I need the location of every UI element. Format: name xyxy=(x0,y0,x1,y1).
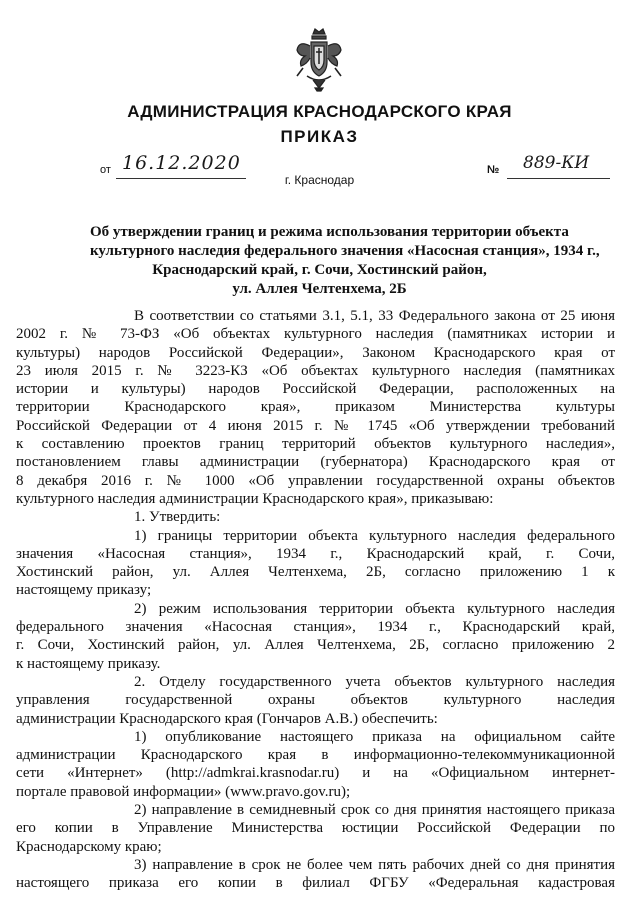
body-line: сети «Интернет» (http://admkrai.krasnodar.ru) и на «Официальном интернет- xyxy=(16,765,615,782)
date-value: 16.12.2020 xyxy=(122,152,241,174)
body-line: культуры) народов Российской Федерации», Законом Краснодарского края от xyxy=(16,344,615,361)
document-body xyxy=(16,307,615,893)
body-line: настоящему приказу; xyxy=(16,582,152,599)
title-line: Краснодарский край, г. Сочи, Хостинский район, xyxy=(152,262,487,278)
body-line: 1. Утвердить: xyxy=(134,509,221,526)
date-label: от xyxy=(100,164,111,176)
body-line: 1) границы территории объекта культурного наследия федерального xyxy=(134,527,615,544)
body-line: Российской Федерации от 4 июня 2015 г. № 1745 «Об утверждении требований xyxy=(16,417,615,434)
body-line: федерального значения «Насосная станция», 1934 г., Краснодарский край, xyxy=(16,619,615,636)
body-line: к составлению проектов границ территорий объектов культурного наследия», xyxy=(16,436,615,453)
body-line: Краснодарскому краю; xyxy=(16,838,162,855)
coat-of-arms-icon xyxy=(293,26,345,92)
body-line: Хостинский район, ул. Аллея Челтенхема, 2Б, согласно приложению 1 к xyxy=(16,564,615,581)
body-line: значения «Насосная станция», 1934 г., Краснодарский край, г. Сочи, xyxy=(16,545,615,562)
body-line: администрации Краснодарского края (Гончаров А.В.) обеспечить: xyxy=(16,710,438,727)
number-value: 889-КИ xyxy=(523,153,590,173)
body-line: В соответствии со статьями 3.1, 5.1, 33 Федерального закона от 25 июня xyxy=(134,308,615,324)
title-line: ул. Аллея Челтенхема, 2Б xyxy=(232,281,407,297)
body-line: постановлением главы администрации (губернатора) Краснодарского края от xyxy=(16,454,615,471)
body-line: 3) направление в срок не более чем пять рабочих дней со дня принятия xyxy=(134,856,615,873)
body-line: культурного наследия администрации Краснодарского края», приказываю: xyxy=(16,490,494,507)
body-line: 2) направление в семидневный срок со дня принятия настоящего приказа xyxy=(134,802,615,819)
title-line: культурного наследия федерального значения «Насосная станция», 1934 г., xyxy=(90,243,600,259)
body-line: к настоящему приказу. xyxy=(16,655,161,672)
body-line: истории и культуры) народов Российской Федерации, расположенных на xyxy=(16,381,615,398)
body-line: 2) режим использования территории объекта культурного наследия xyxy=(134,600,615,617)
body-line: 8 декабря 2016 г. № 1000 «Об управлении государственной охраны объектов xyxy=(16,472,615,489)
body-line: территории Краснодарского края», приказом Министерства культуры xyxy=(16,399,615,416)
document-title xyxy=(90,223,600,299)
body-line: г. Сочи, Хостинский район, ул. Аллея Челтенхема, 2Б, согласно приложению 2 xyxy=(16,637,615,654)
body-line: настоящего приказа его копии в филиал ФГБУ «Федеральная кадастровая xyxy=(16,875,615,892)
body-line: 2002 г. № 73-ФЗ «Об объектах культурного наследия (памятниках истории и xyxy=(16,326,615,343)
document-type: ПРИКАЗ xyxy=(280,127,359,146)
city-name: г. Краснодар xyxy=(284,173,355,187)
body-line: 23 июля 2015 г. № 3223-КЗ «Об объектах культурного наследия (памятниках xyxy=(16,362,615,379)
body-line: портале правовой информации» (www.pravo.gov.ru); xyxy=(16,783,351,800)
body-line: администрации Краснодарского края в информационно-телекоммуникационной xyxy=(16,747,615,764)
body-line: его копии в Управление Министерства юстиции Российской Федерации по xyxy=(16,820,615,837)
body-line: управления государственной охраны объектов культурного наследия xyxy=(16,692,615,709)
number-label: № xyxy=(487,164,500,176)
body-line: 1) опубликование настоящего приказа на официальном сайте xyxy=(134,728,615,745)
title-line: Об утверждении границ и режима использования территории объекта xyxy=(90,224,569,240)
body-line: 2. Отделу государственного учета объектов культурного наследия xyxy=(134,673,615,690)
agency-name: АДМИНИСТРАЦИЯ КРАСНОДАРСКОГО КРАЯ xyxy=(127,102,512,121)
